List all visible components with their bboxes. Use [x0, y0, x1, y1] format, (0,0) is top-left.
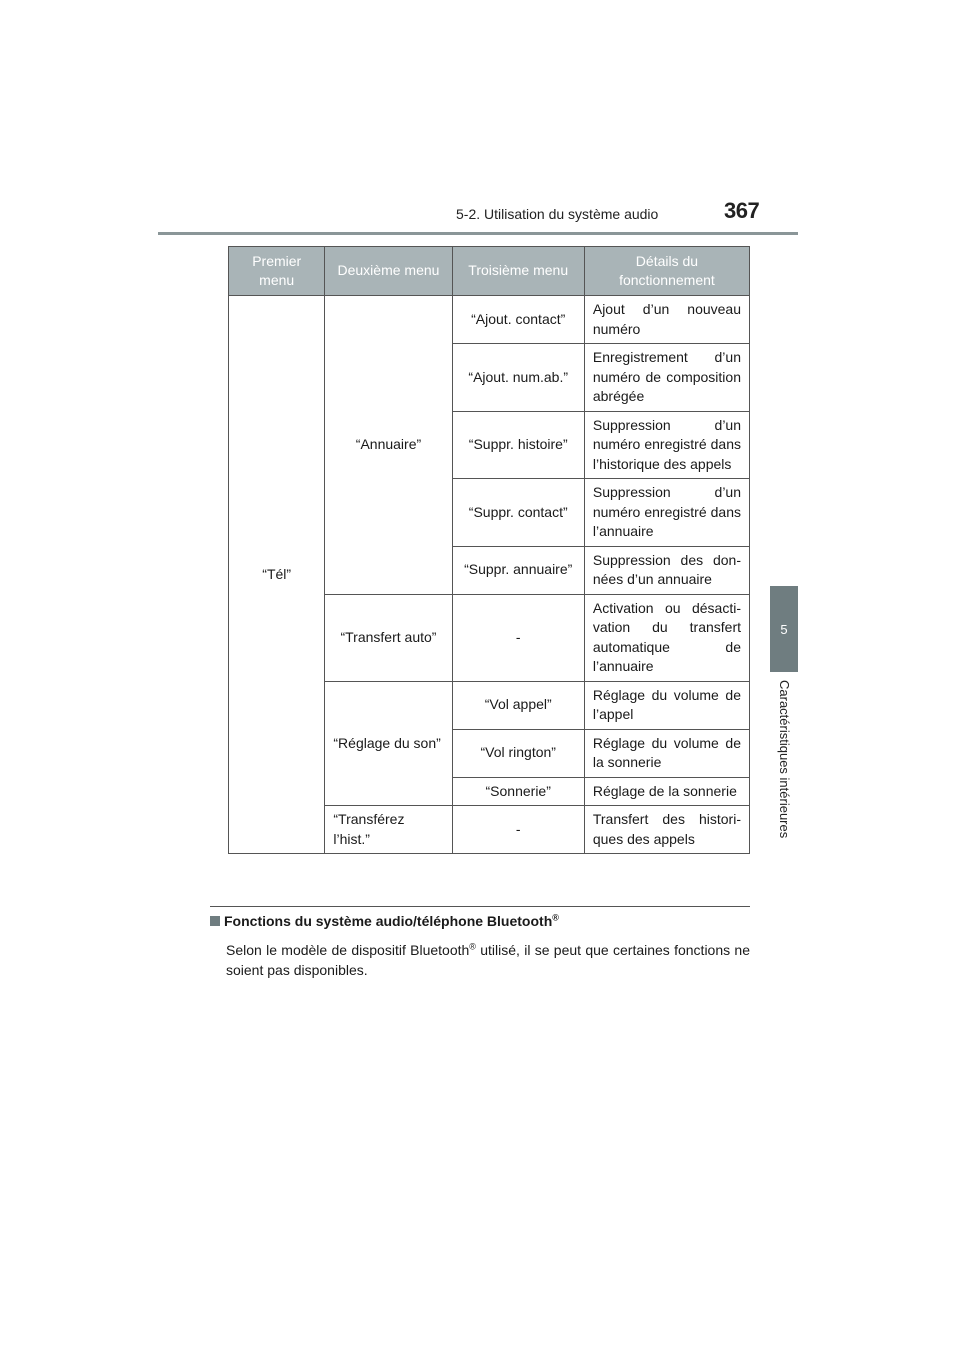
- cell-detail: Enregistrement d’un numéro de composition abrégée: [584, 344, 749, 412]
- header-premier-menu: Premier menu: [229, 247, 325, 296]
- bullet-square-icon: [210, 916, 220, 926]
- cell-detail: Réglage de la sonnerie: [584, 777, 749, 806]
- cell-detail: Ajout d’un nouveau numéro: [584, 296, 749, 344]
- section-heading-text: Fonctions du système audio/téléphone Bluetooth: [224, 913, 553, 929]
- section-body: [226, 940, 750, 980]
- section-rule: [210, 906, 750, 907]
- cell-detail: Suppression des données d’un annuaire: [584, 546, 749, 594]
- table-row: [229, 296, 750, 344]
- cell-detail: Suppression d’un numéro enregistré dans l’annuaire: [584, 479, 749, 547]
- cell-third-menu: “Suppr. histoire”: [452, 411, 584, 479]
- cell-detail: Suppression d’un numéro enregistré dans l’historique des appels: [584, 411, 749, 479]
- header-troisieme-menu: Troisième menu: [452, 247, 584, 296]
- cell-detail: Transfert des historiques des appels: [584, 806, 749, 854]
- cell-third-menu: “Suppr. contact”: [452, 479, 584, 547]
- section-body-part1: Selon le modèle de dispositif Bluetooth: [226, 942, 470, 958]
- chapter-number: 5: [780, 621, 788, 637]
- table-header-row: [229, 247, 750, 296]
- cell-third-menu: “Vol appel”: [452, 681, 584, 729]
- header-details: Détails du fonctionnement: [584, 247, 749, 296]
- cell-third-menu: -: [452, 594, 584, 681]
- page-number: 367: [724, 198, 760, 223]
- chapter-tab: [770, 586, 798, 672]
- cell-reglage-son: “Réglage du son”: [325, 681, 452, 806]
- phone-menu-table: [228, 246, 750, 854]
- cell-transfert-auto: “Transfert auto”: [325, 594, 452, 681]
- cell-third-menu: “Suppr. annuaire”: [452, 546, 584, 594]
- cell-third-menu: “Vol rington”: [452, 729, 584, 777]
- section-header-title: 5-2. Utilisation du système audio: [456, 206, 659, 222]
- cell-transferez-hist: “Transférez l’hist.”: [325, 806, 452, 854]
- section-body-part2: utilisé, il se peut que certaines fonctions ne soient pas disponibles.: [226, 942, 750, 978]
- cell-annuaire: “Annuaire”: [325, 296, 452, 595]
- chapter-label: Caractéristiques intérieures: [777, 680, 792, 839]
- header-rule: [158, 232, 798, 235]
- header-deuxieme-menu: Deuxième menu: [325, 247, 452, 296]
- cell-third-menu: “Ajout. contact”: [452, 296, 584, 344]
- cell-first-menu-tel: “Tél”: [229, 296, 325, 854]
- cell-detail: Réglage du volume de l’appel: [584, 681, 749, 729]
- registered-mark: ®: [469, 941, 476, 952]
- cell-detail: Activation ou désactivation du transfert automatique de l’annuaire: [584, 594, 749, 681]
- cell-third-menu: “Sonnerie”: [452, 777, 584, 806]
- section-heading: [210, 913, 559, 929]
- cell-third-menu: -: [452, 806, 584, 854]
- cell-detail: Réglage du volume de la sonnerie: [584, 729, 749, 777]
- cell-third-menu: “Ajout. num.ab.”: [452, 344, 584, 412]
- registered-mark: ®: [552, 912, 559, 923]
